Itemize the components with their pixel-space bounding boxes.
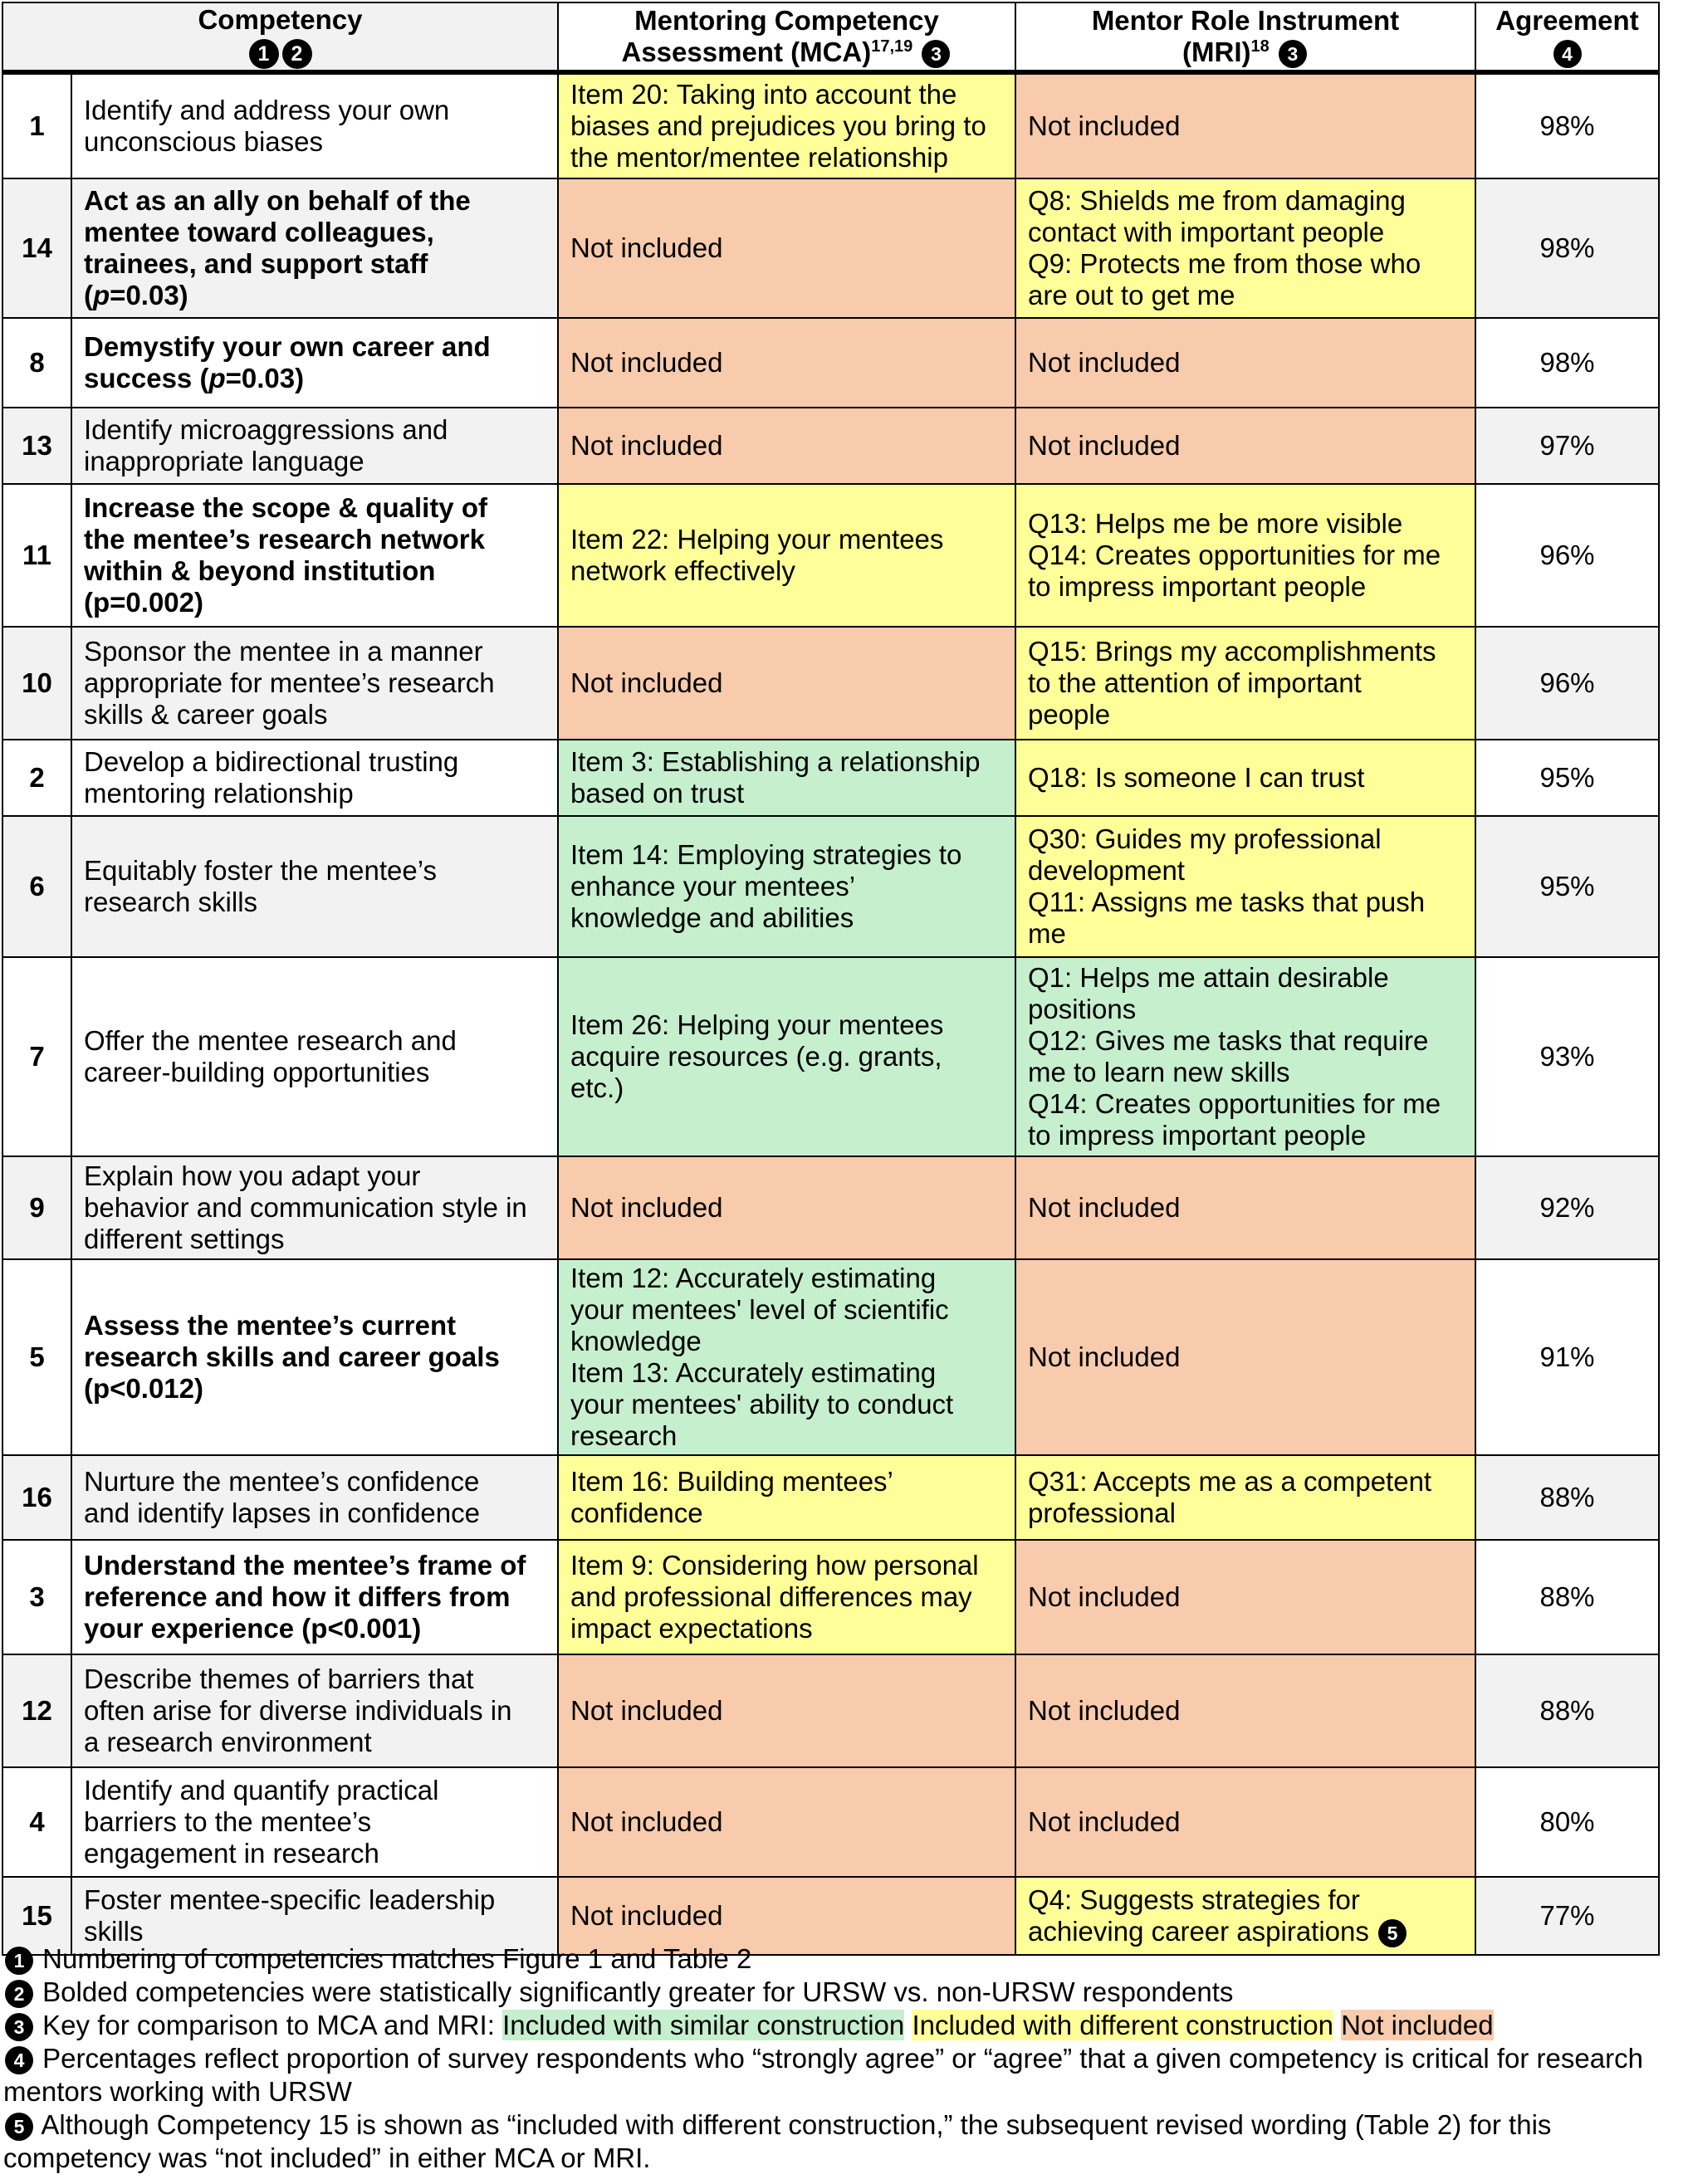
mri-line bbox=[1028, 430, 1463, 462]
header-mri-line1: Mentor Role Instrument bbox=[1091, 4, 1400, 36]
mca-cell bbox=[558, 957, 1015, 1156]
mri-line-text: Q1: Helps me attain desirable bbox=[1028, 962, 1389, 993]
competency-description bbox=[71, 72, 558, 178]
competency-description-line: different settings bbox=[84, 1224, 285, 1254]
mri-cell bbox=[1015, 740, 1475, 816]
mri-line bbox=[1028, 1581, 1463, 1613]
mca-line: Not included bbox=[570, 430, 723, 461]
footnote-2 bbox=[3, 1976, 1681, 2009]
competency-description-line: Equitably foster the mentee’s bbox=[84, 855, 437, 886]
competency-number: 16 bbox=[2, 1455, 71, 1540]
competency-description-line: Explain how you adapt your bbox=[84, 1160, 421, 1191]
agreement-value: 88% bbox=[1475, 1654, 1659, 1767]
mca-line: Item 16: Building mentees’ bbox=[570, 1466, 893, 1497]
header-mca bbox=[558, 2, 1015, 72]
mca-cell bbox=[558, 1654, 1015, 1767]
mri-line-text: Q14: Creates opportunities for me bbox=[1028, 540, 1441, 570]
competency-description bbox=[71, 957, 558, 1156]
competency-number: 1 bbox=[2, 72, 71, 178]
mri-line-text: Q4: Suggests strategies for bbox=[1028, 1884, 1360, 1915]
competency-description bbox=[71, 627, 558, 740]
table-row bbox=[2, 1767, 1659, 1877]
table-row bbox=[2, 1654, 1659, 1767]
footnote-3-prefix: Key for comparison to MCA and MRI: bbox=[42, 2010, 495, 2040]
footnote-2-text: Bolded competencies were statistically significantly greater for URSW vs. non-URSW respondents bbox=[42, 1976, 1234, 2007]
table-row bbox=[2, 318, 1659, 408]
footnote-1 bbox=[3, 1942, 1681, 1976]
mri-line-text: Not included bbox=[1028, 1806, 1181, 1837]
header-agreement-label: Agreement bbox=[1495, 4, 1639, 36]
competency-description bbox=[71, 1156, 558, 1259]
mca-line: Item 14: Employing strategies to bbox=[570, 839, 962, 870]
mri-line bbox=[1028, 962, 1463, 994]
mri-line bbox=[1028, 855, 1463, 887]
mri-line-text: Q8: Shields me from damaging bbox=[1028, 185, 1406, 216]
competency-description-line: appropriate for mentee’s research bbox=[84, 667, 495, 698]
competency-description-line: unconscious biases bbox=[84, 126, 324, 157]
competency-description-line: (p<0.012) bbox=[84, 1373, 203, 1404]
header-competency bbox=[2, 2, 558, 72]
agreement-value: 95% bbox=[1475, 740, 1659, 816]
mca-cell bbox=[558, 816, 1015, 957]
competency-description-line: Nurture the mentee’s confidence bbox=[84, 1466, 480, 1497]
competency-description-line: Demystify your own career and bbox=[84, 331, 491, 362]
competency-description-line: research skills bbox=[84, 887, 258, 917]
mca-line: confidence bbox=[570, 1498, 703, 1528]
key-similar: Included with similar construction bbox=[502, 2010, 905, 2040]
mri-line-text: Not included bbox=[1028, 1695, 1181, 1726]
mca-line: knowledge and abilities bbox=[570, 902, 854, 933]
competency-description-line: Identify microaggressions and bbox=[84, 414, 448, 445]
competency-description-line: often arise for diverse individuals in bbox=[84, 1695, 512, 1726]
competency-description-line: career-building opportunities bbox=[84, 1057, 430, 1087]
mri-line-text: me bbox=[1028, 918, 1066, 949]
mca-cell bbox=[558, 1156, 1015, 1259]
mca-line: Item 20: Taking into account the bbox=[570, 79, 957, 110]
competency-description-line: Increase the scope & quality of bbox=[84, 492, 487, 523]
mri-cell bbox=[1015, 1455, 1475, 1540]
competency-description-line: skills & career goals bbox=[84, 699, 328, 730]
mri-line-text: Q12: Gives me tasks that require bbox=[1028, 1025, 1429, 1056]
agreement-value: 80% bbox=[1475, 1767, 1659, 1877]
mri-line bbox=[1028, 1192, 1463, 1224]
mri-cell bbox=[1015, 1767, 1475, 1877]
footnote-5-line1: Although Competency 15 is shown as “included with different construction,” the subsequent revised wording (Table 2) for this bbox=[41, 2109, 1552, 2140]
mca-line: Not included bbox=[570, 1900, 723, 1931]
footnote-badge-3: 3 bbox=[5, 2013, 33, 2041]
competency-number: 3 bbox=[2, 1540, 71, 1654]
mri-line-text: Not included bbox=[1028, 430, 1181, 461]
mri-line bbox=[1028, 571, 1463, 603]
mri-line bbox=[1028, 762, 1463, 794]
competency-number: 4 bbox=[2, 1767, 71, 1877]
mca-cell bbox=[558, 740, 1015, 816]
competency-description bbox=[71, 178, 558, 318]
competency-description-line: Assess the mentee’s current bbox=[84, 1310, 457, 1341]
footnote-4-line2: mentors working with URSW bbox=[3, 2076, 352, 2107]
competency-description-line: engagement in research bbox=[84, 1838, 379, 1869]
mri-line-text: Not included bbox=[1028, 110, 1181, 141]
footnote-3 bbox=[3, 2009, 1681, 2042]
competency-number: 5 bbox=[2, 1259, 71, 1455]
mca-line: Item 22: Helping your mentees bbox=[570, 524, 944, 555]
table-row bbox=[2, 1540, 1659, 1654]
agreement-value: 98% bbox=[1475, 178, 1659, 318]
competency-number: 15 bbox=[2, 1877, 71, 1955]
mri-cell bbox=[1015, 627, 1475, 740]
agreement-value: 98% bbox=[1475, 318, 1659, 408]
mri-line-text: Q14: Creates opportunities for me bbox=[1028, 1088, 1441, 1119]
key-different: Included with different construction bbox=[912, 2010, 1333, 2040]
mri-line bbox=[1028, 1498, 1463, 1529]
table-row bbox=[2, 408, 1659, 484]
mca-cell bbox=[558, 1540, 1015, 1654]
competency-description-line: skills bbox=[84, 1916, 144, 1947]
footnote-badge-1: 1 bbox=[5, 1947, 33, 1975]
mca-line: and professional differences may bbox=[570, 1581, 972, 1612]
competency-description-line: mentee toward colleagues, bbox=[84, 217, 434, 247]
table-row bbox=[2, 816, 1659, 957]
mri-line bbox=[1028, 1088, 1463, 1120]
competency-description-line: behavior and communication style in bbox=[84, 1192, 527, 1223]
footnote-4 bbox=[3, 2042, 1681, 2108]
mri-cell bbox=[1015, 318, 1475, 408]
mca-cell bbox=[558, 72, 1015, 178]
mca-line: Not included bbox=[570, 1695, 723, 1726]
table-row bbox=[2, 1156, 1659, 1259]
mri-line-text: to the attention of important bbox=[1028, 667, 1362, 698]
competency-description bbox=[71, 1259, 558, 1455]
competency-description-line: Develop a bidirectional trusting bbox=[84, 746, 459, 777]
mri-line-text: Q9: Protects me from those who bbox=[1028, 248, 1421, 279]
mri-line bbox=[1028, 636, 1463, 667]
mri-cell bbox=[1015, 408, 1475, 484]
mca-cell bbox=[558, 1259, 1015, 1455]
competency-number: 7 bbox=[2, 957, 71, 1156]
table-row bbox=[2, 178, 1659, 318]
competency-description-line: Sponsor the mentee in a manner bbox=[84, 636, 483, 667]
table-row bbox=[2, 1259, 1659, 1455]
mri-line bbox=[1028, 185, 1463, 217]
footnote-badge-3: 3 bbox=[1279, 40, 1307, 68]
header-mri-line2: (MRI) bbox=[1182, 36, 1251, 67]
mri-line bbox=[1028, 110, 1463, 142]
competency-number: 2 bbox=[2, 740, 71, 816]
footnote-1-text: Numbering of competencies matches Figure 1 and Table 2 bbox=[42, 1943, 752, 1974]
footnote-5 bbox=[3, 2108, 1681, 2175]
mri-line-text: are out to get me bbox=[1028, 280, 1235, 310]
footnote-badge-1: 1 bbox=[249, 39, 279, 69]
competency-description-line: Offer the mentee research and bbox=[84, 1025, 457, 1056]
competency-description-line: within & beyond institution bbox=[84, 555, 436, 586]
mri-line bbox=[1028, 667, 1463, 699]
mri-line bbox=[1028, 508, 1463, 540]
mri-line-text: Not included bbox=[1028, 1192, 1181, 1223]
competency-description bbox=[71, 408, 558, 484]
competency-description bbox=[71, 1654, 558, 1767]
mri-line-text: Q30: Guides my professional bbox=[1028, 823, 1382, 854]
header-mca-line2: Assessment (MCA) bbox=[621, 36, 872, 67]
competency-description-line: Foster mentee-specific leadership bbox=[84, 1884, 496, 1915]
mca-cell bbox=[558, 1455, 1015, 1540]
competency-description bbox=[71, 1540, 558, 1654]
footnote-badge-2: 2 bbox=[5, 1980, 33, 2008]
mri-line-text: to impress important people bbox=[1028, 571, 1367, 602]
mca-line: knowledge bbox=[570, 1326, 702, 1356]
footnote-badge-5: 5 bbox=[1378, 1919, 1407, 1947]
agreement-value: 98% bbox=[1475, 72, 1659, 178]
mca-line: Not included bbox=[570, 667, 723, 698]
mri-cell bbox=[1015, 957, 1475, 1156]
competency-p-value: (p=0.03) bbox=[84, 280, 188, 310]
mri-cell bbox=[1015, 72, 1475, 178]
mca-line: network effectively bbox=[570, 555, 795, 586]
mca-line: acquire resources (e.g. grants, bbox=[570, 1041, 942, 1072]
competency-description-line: Understand the mentee’s frame of bbox=[84, 1550, 526, 1581]
table-row bbox=[2, 484, 1659, 627]
agreement-value: 88% bbox=[1475, 1455, 1659, 1540]
mri-line-text: achieving career aspirations bbox=[1028, 1915, 1369, 1947]
header-mri bbox=[1015, 2, 1475, 72]
competency-description-line: Identify and quantify practical bbox=[84, 1775, 439, 1805]
mca-line: Item 26: Helping your mentees bbox=[570, 1009, 944, 1040]
mca-line: Item 3: Establishing a relationship bbox=[570, 746, 981, 777]
agreement-value: 91% bbox=[1475, 1259, 1659, 1455]
mri-line bbox=[1028, 918, 1463, 950]
mca-cell bbox=[558, 484, 1015, 627]
mca-line: etc.) bbox=[570, 1072, 624, 1103]
competency-description-line: research skills and career goals bbox=[84, 1341, 500, 1372]
mri-line bbox=[1028, 1466, 1463, 1498]
mri-line-text: Q18: Is someone I can trust bbox=[1028, 762, 1365, 793]
mri-line bbox=[1028, 347, 1463, 379]
mri-line-text: Not included bbox=[1028, 347, 1181, 378]
table-row bbox=[2, 740, 1659, 816]
agreement-value: 88% bbox=[1475, 1540, 1659, 1654]
mri-cell bbox=[1015, 1156, 1475, 1259]
competency-number: 9 bbox=[2, 1156, 71, 1259]
table-row bbox=[2, 72, 1659, 178]
competency-number: 12 bbox=[2, 1654, 71, 1767]
mri-cell bbox=[1015, 178, 1475, 318]
competency-description-line: Identify and address your own bbox=[84, 95, 450, 125]
mca-line: enhance your mentees’ bbox=[570, 871, 856, 901]
competency-description-line: inappropriate language bbox=[84, 446, 364, 476]
footnote-badge-5: 5 bbox=[5, 2113, 33, 2141]
mri-line-text: contact with important people bbox=[1028, 217, 1385, 247]
mca-line: research bbox=[570, 1420, 678, 1451]
mca-cell bbox=[558, 318, 1015, 408]
competency-number: 11 bbox=[2, 484, 71, 627]
competency-description-line: trainees, and support staff bbox=[84, 248, 428, 279]
competency-description-line: and identify lapses in confidence bbox=[84, 1498, 480, 1528]
competency-description bbox=[71, 484, 558, 627]
mri-line bbox=[1028, 217, 1463, 248]
competency-number: 6 bbox=[2, 816, 71, 957]
mca-line: your mentees' ability to conduct bbox=[570, 1389, 954, 1419]
competency-description-line: barriers to the mentee’s bbox=[84, 1806, 372, 1837]
header-mca-superscript: 17,19 bbox=[871, 37, 913, 56]
competency-description-line: mentoring relationship bbox=[84, 778, 354, 809]
header-mca-line1: Mentoring Competency bbox=[634, 4, 939, 36]
mca-line: based on trust bbox=[570, 778, 745, 809]
table-row bbox=[2, 1455, 1659, 1540]
mri-line bbox=[1028, 1025, 1463, 1057]
mri-line-text: Not included bbox=[1028, 1341, 1181, 1372]
mca-cell bbox=[558, 408, 1015, 484]
mri-line bbox=[1028, 540, 1463, 571]
competency-description bbox=[71, 816, 558, 957]
mri-line bbox=[1028, 887, 1463, 918]
mri-line bbox=[1028, 248, 1463, 280]
mri-line-text: positions bbox=[1028, 994, 1137, 1024]
competency-description bbox=[71, 740, 558, 816]
footnote-badge-4: 4 bbox=[1553, 40, 1582, 68]
mri-line bbox=[1028, 994, 1463, 1025]
agreement-value: 77% bbox=[1475, 1877, 1659, 1955]
footnote-badge-4: 4 bbox=[5, 2046, 33, 2074]
mri-line bbox=[1028, 1806, 1463, 1838]
header-competency-label: Competency bbox=[198, 4, 363, 36]
competency-number: 14 bbox=[2, 178, 71, 318]
mri-cell bbox=[1015, 484, 1475, 627]
footnote-badge-2: 2 bbox=[282, 39, 312, 69]
competency-number: 10 bbox=[2, 627, 71, 740]
footnotes bbox=[3, 1942, 1681, 2175]
competency-description-line: Describe themes of barriers that bbox=[84, 1664, 474, 1694]
agreement-value: 92% bbox=[1475, 1156, 1659, 1259]
mri-line-text: Q31: Accepts me as a competent bbox=[1028, 1466, 1432, 1497]
mri-line-text: people bbox=[1028, 699, 1111, 730]
mca-cell bbox=[558, 627, 1015, 740]
key-not-included: Not included bbox=[1341, 2010, 1494, 2040]
agreement-value: 93% bbox=[1475, 957, 1659, 1156]
mca-line: your mentees' level of scientific bbox=[570, 1294, 949, 1325]
mri-cell bbox=[1015, 1540, 1475, 1654]
mri-line bbox=[1028, 1341, 1463, 1373]
mca-line: Item 13: Accurately estimating bbox=[570, 1357, 937, 1388]
agreement-value: 95% bbox=[1475, 816, 1659, 957]
mri-line bbox=[1028, 1057, 1463, 1088]
mca-line: Item 9: Considering how personal bbox=[570, 1550, 979, 1581]
mca-cell bbox=[558, 1767, 1015, 1877]
competency-description-line: a research environment bbox=[84, 1727, 372, 1757]
agreement-value: 96% bbox=[1475, 484, 1659, 627]
competency-description-line: success (p=0.03) bbox=[84, 363, 305, 393]
mca-line: Not included bbox=[570, 232, 723, 263]
mca-line: Not included bbox=[570, 347, 723, 378]
competency-description-line: (p=0.002) bbox=[84, 587, 203, 618]
competency-description-line: your experience (p<0.001) bbox=[84, 1613, 422, 1644]
mri-line-text: me to learn new skills bbox=[1028, 1057, 1290, 1087]
mri-line bbox=[1028, 1695, 1463, 1727]
footnote-badge-3: 3 bbox=[922, 40, 950, 68]
mri-line bbox=[1028, 823, 1463, 855]
header-mri-superscript: 18 bbox=[1250, 37, 1270, 56]
competency-description-line: the mentee’s research network bbox=[84, 524, 485, 555]
header-row bbox=[2, 2, 1659, 72]
mca-cell bbox=[558, 178, 1015, 318]
mri-cell bbox=[1015, 816, 1475, 957]
competency-description-line: Act as an ally on behalf of the bbox=[84, 185, 471, 216]
agreement-value: 97% bbox=[1475, 408, 1659, 484]
mca-line: Item 12: Accurately estimating bbox=[570, 1263, 937, 1293]
footnote-4-line1: Percentages reflect proportion of survey respondents who “strongly agree” or “agree” that a given competency is critical for research bbox=[42, 2043, 1643, 2074]
footnote-5-line2: competency was “not included” in either MCA or MRI. bbox=[3, 2142, 651, 2173]
mri-cell bbox=[1015, 1654, 1475, 1767]
mri-line-text: Q11: Assigns me tasks that push bbox=[1028, 887, 1426, 917]
header-agreement bbox=[1475, 2, 1659, 72]
mca-line: Not included bbox=[570, 1806, 723, 1837]
mri-line-text: Not included bbox=[1028, 1581, 1181, 1612]
mca-line: the mentor/mentee relationship bbox=[570, 142, 948, 173]
mca-line: impact expectations bbox=[570, 1613, 813, 1644]
mri-cell bbox=[1015, 1259, 1475, 1455]
mri-line-text: Q15: Brings my accomplishments bbox=[1028, 636, 1436, 667]
mri-line bbox=[1028, 1120, 1463, 1151]
table-row bbox=[2, 957, 1659, 1156]
mri-line bbox=[1028, 699, 1463, 730]
competency-table bbox=[2, 2, 1660, 1956]
mri-line-text: development bbox=[1028, 855, 1185, 886]
competency-number: 13 bbox=[2, 408, 71, 484]
competency-number: 8 bbox=[2, 318, 71, 408]
mri-line-text: to impress important people bbox=[1028, 1120, 1367, 1151]
table-row bbox=[2, 627, 1659, 740]
mri-line-text: professional bbox=[1028, 1498, 1176, 1528]
competency-description bbox=[71, 1455, 558, 1540]
mca-line: Not included bbox=[570, 1192, 723, 1223]
agreement-value: 96% bbox=[1475, 627, 1659, 740]
table-body bbox=[2, 72, 1659, 1955]
mca-line: biases and prejudices you bring to bbox=[570, 110, 986, 141]
mri-line-text: Q13: Helps me be more visible bbox=[1028, 508, 1403, 539]
mri-line bbox=[1028, 1884, 1463, 1916]
mri-line bbox=[1028, 280, 1463, 311]
competency-description bbox=[71, 318, 558, 408]
competency-description-line: reference and how it differs from bbox=[84, 1581, 511, 1612]
competency-description bbox=[71, 1767, 558, 1877]
